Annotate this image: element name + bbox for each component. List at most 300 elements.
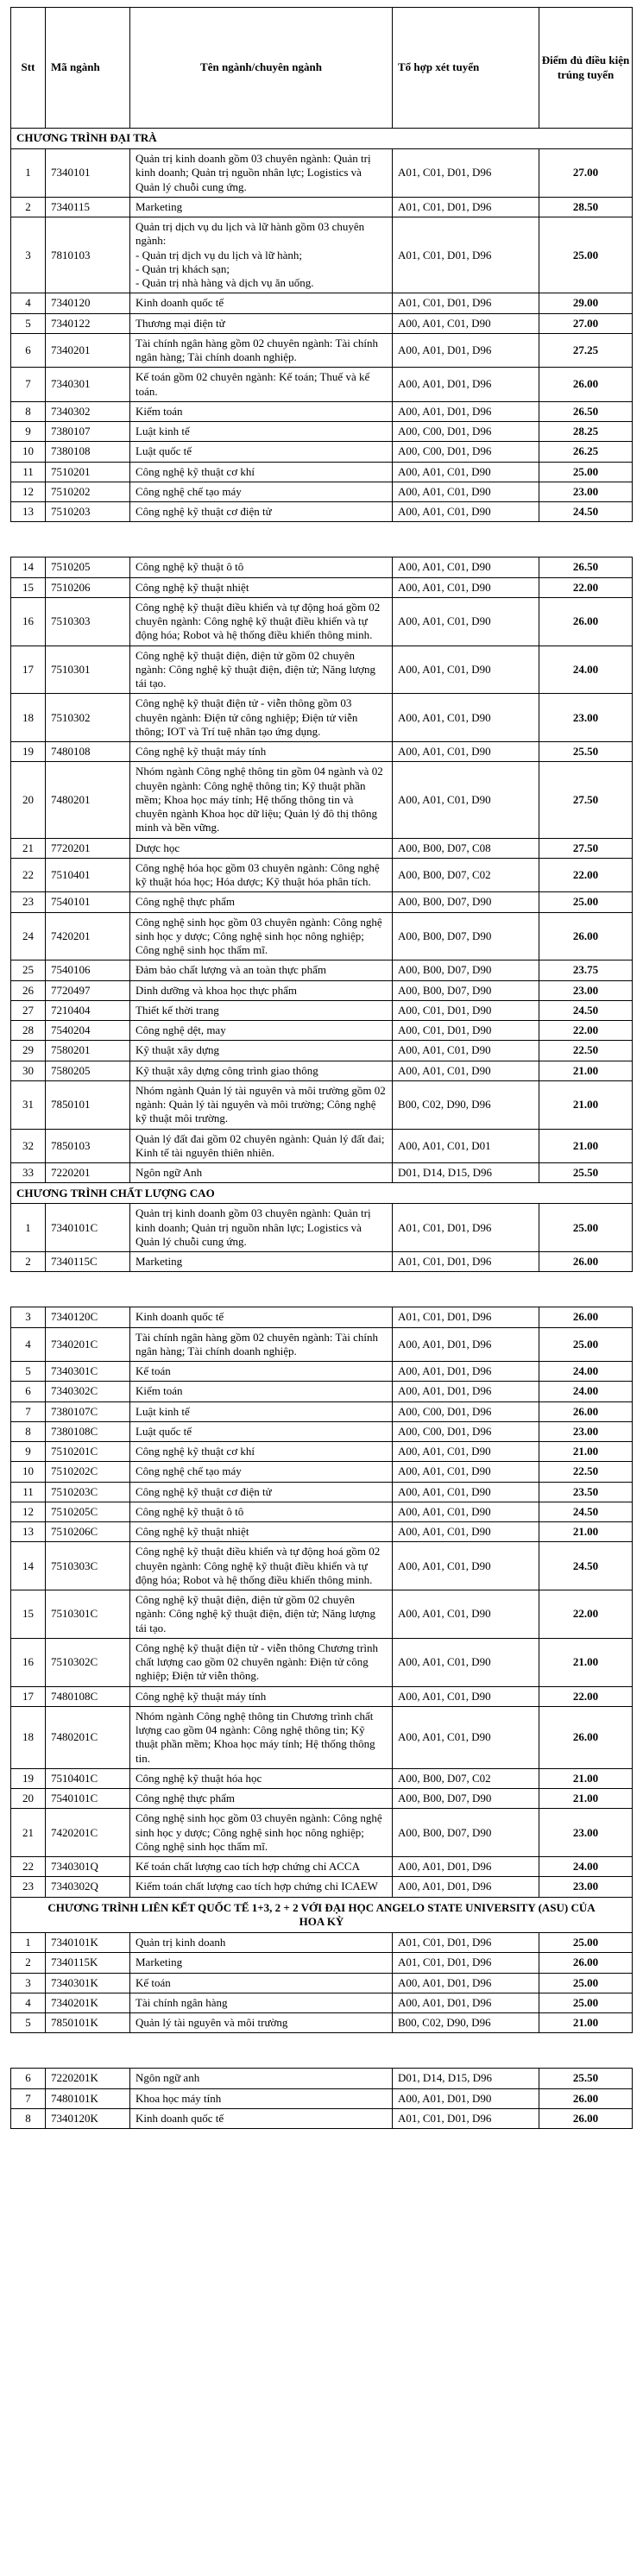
score-cell: 24.00: [539, 1857, 633, 1877]
stt-cell: 15: [11, 577, 46, 597]
stt-cell: 11: [11, 462, 46, 482]
combo-cell: A00, A01, D01, D90: [393, 2088, 539, 2108]
combo-cell: A00, A01, D01, D96: [393, 1362, 539, 1382]
combo-cell: A00, C00, D01, D96: [393, 422, 539, 442]
stt-cell: 3: [11, 1307, 46, 1327]
code-cell: 7340301: [46, 368, 130, 402]
table-row: [11, 2088, 633, 2108]
table-row: [11, 838, 633, 858]
code-cell: 7340301C: [46, 1362, 130, 1382]
table-row: [11, 577, 633, 597]
combo-cell: A00, C01, D01, D90: [393, 1000, 539, 1020]
score-cell: 21.00: [539, 1129, 633, 1163]
table-row: [11, 1877, 633, 1897]
table-row: [11, 742, 633, 762]
code-cell: 7480101K: [46, 2088, 130, 2108]
combo-cell: A00, B00, D07, C02: [393, 1768, 539, 1788]
program-name-cell: Công nghệ thực phẩm: [130, 1789, 393, 1809]
table-row: [11, 1000, 633, 1020]
stt-cell: 27: [11, 1000, 46, 1020]
code-cell: 7380108C: [46, 1421, 130, 1441]
program-name-cell: Công nghệ sinh học gồm 03 chuyên ngành: Công nghệ sinh học y dược; Công nghệ sinh học nông nghiệp; Công nghệ sinh học thẩm mĩ.: [130, 1809, 393, 1857]
program-name-cell: Luật quốc tế: [130, 1421, 393, 1441]
score-cell: 25.00: [539, 217, 633, 293]
code-cell: 7810103: [46, 217, 130, 293]
code-cell: 7510202C: [46, 1462, 130, 1482]
score-cell: 25.00: [539, 1993, 633, 2012]
code-cell: 7540204: [46, 1021, 130, 1041]
combo-cell: A00, A01, C01, D90: [393, 1542, 539, 1590]
score-cell: 22.50: [539, 1462, 633, 1482]
combo-cell: B00, C02, D90, D96: [393, 2013, 539, 2033]
program-name-cell: Công nghệ kỹ thuật ô tô: [130, 557, 393, 577]
header-score: Điểm đủ điều kiện trúng tuyển: [539, 8, 633, 129]
combo-cell: A00, A01, D01, D96: [393, 1327, 539, 1362]
table-row: [11, 1204, 633, 1252]
score-cell: 24.00: [539, 646, 633, 694]
combo-cell: A00, A01, C01, D90: [393, 1522, 539, 1542]
code-cell: 7510206: [46, 577, 130, 597]
program-name-cell: Marketing: [130, 1252, 393, 1272]
stt-cell: 6: [11, 2069, 46, 2088]
score-cell: 21.00: [539, 1768, 633, 1788]
combo-cell: A00, B00, D07, D90: [393, 912, 539, 960]
score-cell: 26.00: [539, 1307, 633, 1327]
table-row: [11, 2108, 633, 2128]
table-row: [11, 912, 633, 960]
code-cell: 7340301K: [46, 1973, 130, 1993]
section-title-international: CHƯƠNG TRÌNH LIÊN KẾT QUỐC TẾ 1+3, 2 + 2 VỚI ĐẠI HỌC ANGELO STATE UNIVERSITY (ASU) CỦA HOA KỲ: [11, 1897, 633, 1933]
score-cell: 25.00: [539, 1933, 633, 1953]
code-cell: 7510203: [46, 502, 130, 522]
stt-cell: 6: [11, 1382, 46, 1401]
table-row: [11, 1686, 633, 1706]
section-row: [11, 129, 633, 149]
stt-cell: 5: [11, 2013, 46, 2033]
program-name-cell: Công nghệ dệt, may: [130, 1021, 393, 1041]
program-name-cell: Công nghệ kỹ thuật điện, điện tử gồm 02 chuyên ngành: Công nghệ kỹ thuật điện, điện tử; Năng lượng tái tạo.: [130, 646, 393, 694]
stt-cell: 6: [11, 333, 46, 368]
combo-cell: A00, C01, D01, D90: [393, 1021, 539, 1041]
combo-cell: A00, B00, D07, C02: [393, 858, 539, 892]
combo-cell: A00, C00, D01, D96: [393, 1401, 539, 1421]
score-cell: 27.00: [539, 313, 633, 333]
program-name-cell: Công nghệ kỹ thuật điện tử - viễn thông gồm 03 chuyên ngành: Điện tử công nghiệp; Điện tử viễn thông; IOT và Trí tuệ nhân tạo ứng dụng.: [130, 694, 393, 742]
table-row: [11, 422, 633, 442]
score-cell: 26.00: [539, 2108, 633, 2128]
program-name-cell: Kinh doanh quốc tế: [130, 1307, 393, 1327]
score-table-part-1: [10, 7, 633, 522]
code-cell: 7340120: [46, 293, 130, 313]
program-name-cell: Công nghệ kỹ thuật cơ điện tử: [130, 502, 393, 522]
table-row: [11, 333, 633, 368]
combo-cell: A01, C01, D01, D96: [393, 293, 539, 313]
program-name-cell: Kế toán: [130, 1973, 393, 1993]
program-name-cell: Công nghệ kỹ thuật điện tử - viễn thông Chương trình chất lượng cao gồm 02 chuyên ngành: Điện tử công nghiệp; Điện tử viễn thông.: [130, 1638, 393, 1686]
combo-cell: A00, B00, D07, C08: [393, 838, 539, 858]
code-cell: 7580205: [46, 1061, 130, 1080]
code-cell: 7340201K: [46, 1993, 130, 2012]
stt-cell: 12: [11, 1502, 46, 1521]
code-cell: 7510303: [46, 597, 130, 646]
program-name-cell: Nhóm ngành Quản lý tài nguyên và môi trường gồm 02 ngành: Quản lý tài nguyên và môi trường; Công nghệ kỹ thuật môi trường.: [130, 1080, 393, 1129]
score-cell: 25.00: [539, 1327, 633, 1362]
score-cell: 24.50: [539, 502, 633, 522]
score-cell: 22.00: [539, 1686, 633, 1706]
combo-cell: A00, A01, C01, D90: [393, 1061, 539, 1080]
program-name-cell: Công nghệ kỹ thuật cơ điện tử: [130, 1482, 393, 1502]
combo-cell: A00, B00, D07, D90: [393, 1809, 539, 1857]
stt-cell: 7: [11, 2088, 46, 2108]
table-row: [11, 1482, 633, 1502]
score-cell: 25.00: [539, 462, 633, 482]
score-cell: 22.50: [539, 1041, 633, 1061]
stt-cell: 24: [11, 912, 46, 960]
score-cell: 22.00: [539, 1021, 633, 1041]
stt-cell: 5: [11, 313, 46, 333]
table-row: [11, 502, 633, 522]
combo-cell: A00, C00, D01, D96: [393, 1421, 539, 1441]
stt-cell: 8: [11, 401, 46, 421]
stt-cell: 11: [11, 1482, 46, 1502]
program-name-cell: Quản trị kinh doanh: [130, 1933, 393, 1953]
score-cell: 21.00: [539, 1061, 633, 1080]
score-cell: 26.00: [539, 912, 633, 960]
program-name-cell: Dược học: [130, 838, 393, 858]
table-row: [11, 482, 633, 501]
score-cell: 26.00: [539, 1706, 633, 1768]
table-row: [11, 1061, 633, 1080]
code-cell: 7510201: [46, 462, 130, 482]
program-name-cell: Công nghệ kỹ thuật điện, điện tử gồm 02 chuyên ngành: Công nghệ kỹ thuật điện, điện tử; Năng lượng tái tạo.: [130, 1590, 393, 1639]
combo-cell: A00, A01, D01, D96: [393, 1382, 539, 1401]
stt-cell: 23: [11, 892, 46, 912]
program-name-cell: Kiểm toán: [130, 401, 393, 421]
program-name-cell: Công nghệ kỹ thuật cơ khí: [130, 1442, 393, 1462]
score-cell: 24.50: [539, 1502, 633, 1521]
code-cell: 7340101: [46, 149, 130, 198]
score-cell: 25.00: [539, 1204, 633, 1252]
table-row: [11, 1421, 633, 1441]
program-name-cell: Quản lý đất đai gồm 02 chuyên ngành: Quản lý đất đai; Kinh tế tài nguyên thiên nhiên.: [130, 1129, 393, 1163]
table-row: [11, 597, 633, 646]
page-gap: [0, 2033, 643, 2068]
table-row: [11, 149, 633, 198]
table-row: [11, 1590, 633, 1639]
program-name-cell: Tài chính ngân hàng gồm 02 chuyên ngành: Tài chính ngân hàng; Tài chính doanh nghiệp.: [130, 1327, 393, 1362]
table-row: [11, 313, 633, 333]
stt-cell: 18: [11, 1706, 46, 1768]
score-cell: 26.00: [539, 597, 633, 646]
header-stt: Stt: [11, 8, 46, 129]
stt-cell: 28: [11, 1021, 46, 1041]
combo-cell: A00, A01, C01, D90: [393, 1041, 539, 1061]
program-name-cell: Dinh dưỡng và khoa học thực phẩm: [130, 980, 393, 1000]
code-cell: 7510401C: [46, 1768, 130, 1788]
score-cell: 28.25: [539, 422, 633, 442]
page-gap: [0, 1272, 643, 1307]
table-row: [11, 442, 633, 462]
score-cell: 26.00: [539, 2088, 633, 2108]
section-title-standard: CHƯƠNG TRÌNH ĐẠI TRÀ: [11, 129, 633, 149]
stt-cell: 29: [11, 1041, 46, 1061]
combo-cell: A00, A01, C01, D90: [393, 1482, 539, 1502]
table-row: [11, 1542, 633, 1590]
combo-cell: A00, A01, C01, D90: [393, 1590, 539, 1639]
code-cell: 7340301Q: [46, 1857, 130, 1877]
program-name-cell: Kiểm toán: [130, 1382, 393, 1401]
combo-cell: A00, A01, C01, D90: [393, 462, 539, 482]
table-row: [11, 1706, 633, 1768]
score-cell: 23.00: [539, 482, 633, 501]
stt-cell: 20: [11, 762, 46, 838]
stt-cell: 30: [11, 1061, 46, 1080]
program-name-cell: Kế toán: [130, 1362, 393, 1382]
table-row: [11, 646, 633, 694]
stt-cell: 21: [11, 1809, 46, 1857]
program-name-cell: Luật quốc tế: [130, 442, 393, 462]
score-cell: 23.00: [539, 1877, 633, 1897]
table-row: [11, 1401, 633, 1421]
score-cell: 21.00: [539, 1522, 633, 1542]
program-name-cell: Quản trị kinh doanh gồm 03 chuyên ngành: Quản trị kinh doanh; Quản trị nguồn nhân lực; Logistics và Quản lý chuỗi cung ứng.: [130, 149, 393, 198]
code-cell: 7510205C: [46, 1502, 130, 1521]
table-row: [11, 694, 633, 742]
stt-cell: 14: [11, 557, 46, 577]
score-cell: 21.00: [539, 1638, 633, 1686]
combo-cell: A00, A01, C01, D90: [393, 597, 539, 646]
combo-cell: A01, C01, D01, D96: [393, 149, 539, 198]
stt-cell: 16: [11, 1638, 46, 1686]
stt-cell: 8: [11, 2108, 46, 2128]
stt-cell: 3: [11, 217, 46, 293]
table-row: [11, 1327, 633, 1362]
code-cell: 7420201C: [46, 1809, 130, 1857]
score-cell: 26.00: [539, 368, 633, 402]
program-name-cell: Quản trị dịch vụ du lịch và lữ hành gồm 03 chuyên ngành: - Quản trị dịch vụ du lịch và lữ hành; - Quản trị khách sạn; - Quản trị nhà hàng và dịch vụ ăn uống.: [130, 217, 393, 293]
stt-cell: 7: [11, 1401, 46, 1421]
stt-cell: 9: [11, 422, 46, 442]
program-name-cell: Tài chính ngân hàng: [130, 1993, 393, 2012]
code-cell: 7510302C: [46, 1638, 130, 1686]
score-cell: 24.00: [539, 1362, 633, 1382]
code-cell: 7340302: [46, 401, 130, 421]
score-cell: 29.00: [539, 293, 633, 313]
combo-cell: A00, B00, D07, D90: [393, 960, 539, 980]
combo-cell: A01, C01, D01, D96: [393, 2108, 539, 2128]
program-name-cell: Marketing: [130, 197, 393, 217]
combo-cell: A00, A01, D01, D96: [393, 1973, 539, 1993]
program-name-cell: Công nghệ kỹ thuật cơ khí: [130, 462, 393, 482]
table-row: [11, 2069, 633, 2088]
score-cell: 27.50: [539, 762, 633, 838]
table-row: [11, 1993, 633, 2012]
code-cell: 7220201K: [46, 2069, 130, 2088]
table-row: [11, 1933, 633, 1953]
stt-cell: 21: [11, 838, 46, 858]
program-name-cell: Công nghệ thực phẩm: [130, 892, 393, 912]
code-cell: 7340115: [46, 197, 130, 217]
table-row: [11, 1522, 633, 1542]
stt-cell: 7: [11, 368, 46, 402]
stt-cell: 1: [11, 1933, 46, 1953]
code-cell: 7510206C: [46, 1522, 130, 1542]
program-name-cell: Kế toán gồm 02 chuyên ngành: Kế toán; Thuế và kế toán.: [130, 368, 393, 402]
code-cell: 7510401: [46, 858, 130, 892]
stt-cell: 3: [11, 1973, 46, 1993]
combo-cell: A00, A01, D01, D96: [393, 1993, 539, 2012]
stt-cell: 19: [11, 1768, 46, 1788]
code-cell: 7540101: [46, 892, 130, 912]
program-name-cell: Công nghệ chế tạo máy: [130, 1462, 393, 1482]
code-cell: 7510301: [46, 646, 130, 694]
program-name-cell: Kế toán chất lượng cao tích hợp chứng chỉ ACCA: [130, 1857, 393, 1877]
program-name-cell: Công nghệ chế tạo máy: [130, 482, 393, 501]
score-cell: 27.25: [539, 333, 633, 368]
score-cell: 21.00: [539, 1080, 633, 1129]
stt-cell: 14: [11, 1542, 46, 1590]
program-name-cell: Luật kinh tế: [130, 422, 393, 442]
code-cell: 7340120C: [46, 1307, 130, 1327]
stt-cell: 23: [11, 1877, 46, 1897]
code-cell: 7720497: [46, 980, 130, 1000]
program-name-cell: Quản trị kinh doanh gồm 03 chuyên ngành: Quản trị kinh doanh; Quản trị nguồn nhân lực; Logistics và Quản lý chuỗi cung ứng.: [130, 1204, 393, 1252]
table-row: [11, 1021, 633, 1041]
stt-cell: 2: [11, 1252, 46, 1272]
code-cell: 7510301C: [46, 1590, 130, 1639]
program-name-cell: Công nghệ kỹ thuật điều khiển và tự động hoá gồm 02 chuyên ngành: Công nghệ kỹ thuật điều khiển và tự động hóa; Robot và hệ thống điều khiển thông minh.: [130, 597, 393, 646]
code-cell: 7220201: [46, 1163, 130, 1183]
stt-cell: 10: [11, 442, 46, 462]
combo-cell: A00, B00, D07, D90: [393, 892, 539, 912]
combo-cell: A01, C01, D01, D96: [393, 217, 539, 293]
score-cell: 24.00: [539, 1382, 633, 1401]
stt-cell: 5: [11, 1362, 46, 1382]
header-code: Mã ngành: [46, 8, 130, 129]
table-row: [11, 1129, 633, 1163]
score-table-part-3: [10, 1307, 633, 2033]
combo-cell: A00, A01, C01, D90: [393, 1442, 539, 1462]
stt-cell: 33: [11, 1163, 46, 1183]
code-cell: 7480201C: [46, 1706, 130, 1768]
stt-cell: 2: [11, 197, 46, 217]
score-cell: 22.00: [539, 577, 633, 597]
code-cell: 7580201: [46, 1041, 130, 1061]
program-name-cell: Công nghệ kỹ thuật ô tô: [130, 1502, 393, 1521]
stt-cell: 17: [11, 646, 46, 694]
stt-cell: 1: [11, 1204, 46, 1252]
table-row: [11, 368, 633, 402]
program-name-cell: Kinh doanh quốc tế: [130, 293, 393, 313]
table-row: [11, 1857, 633, 1877]
combo-cell: A01, C01, D01, D96: [393, 1252, 539, 1272]
combo-cell: A00, A01, C01, D90: [393, 646, 539, 694]
code-cell: 7850101K: [46, 2013, 130, 2033]
combo-cell: A00, A01, C01, D90: [393, 482, 539, 501]
score-cell: 22.00: [539, 858, 633, 892]
table-row: [11, 1973, 633, 1993]
code-cell: 7340101K: [46, 1933, 130, 1953]
stt-cell: 12: [11, 482, 46, 501]
score-cell: 23.75: [539, 960, 633, 980]
header-name: Tên ngành/chuyên ngành: [130, 8, 393, 129]
page-gap: [0, 522, 643, 557]
combo-cell: A00, A01, C01, D90: [393, 1638, 539, 1686]
table-row: [11, 1362, 633, 1382]
combo-cell: A01, C01, D01, D96: [393, 1933, 539, 1953]
table-row: [11, 1163, 633, 1183]
stt-cell: 26: [11, 980, 46, 1000]
program-name-cell: Công nghệ sinh học gồm 03 chuyên ngành: Công nghệ sinh học y dược; Công nghệ sinh học nông nghiệp; Công nghệ sinh học thẩm mĩ.: [130, 912, 393, 960]
program-name-cell: Nhóm ngành Công nghệ thông tin gồm 04 ngành và 02 chuyên ngành: Công nghệ thông tin; Kỹ thuật phần mềm; Khoa học máy tính; Hệ thống thông tin và chuyên ngành Khoa học dữ liệu; Quản lý đô thị thông minh và bền vững.: [130, 762, 393, 838]
stt-cell: 18: [11, 694, 46, 742]
program-name-cell: Ngôn ngữ Anh: [130, 1163, 393, 1183]
score-cell: 25.50: [539, 742, 633, 762]
score-cell: 25.50: [539, 1163, 633, 1183]
table-row: [11, 1638, 633, 1686]
combo-cell: A01, C01, D01, D96: [393, 1307, 539, 1327]
combo-cell: A00, A01, C01, D90: [393, 577, 539, 597]
code-cell: 7540101C: [46, 1789, 130, 1809]
program-name-cell: Công nghệ kỹ thuật máy tính: [130, 742, 393, 762]
program-name-cell: Công nghệ kỹ thuật máy tính: [130, 1686, 393, 1706]
code-cell: 7340302Q: [46, 1877, 130, 1897]
stt-cell: 25: [11, 960, 46, 980]
score-cell: 22.00: [539, 1590, 633, 1639]
stt-cell: 1: [11, 149, 46, 198]
score-cell: 21.00: [539, 1442, 633, 1462]
code-cell: 7510202: [46, 482, 130, 501]
code-cell: 7510303C: [46, 1542, 130, 1590]
code-cell: 7380108: [46, 442, 130, 462]
score-table-part-4: [10, 2068, 633, 2129]
code-cell: 7850101: [46, 1080, 130, 1129]
code-cell: 7480201: [46, 762, 130, 838]
table-row: [11, 858, 633, 892]
code-cell: 7480108: [46, 742, 130, 762]
combo-cell: B00, C02, D90, D96: [393, 1080, 539, 1129]
score-cell: 28.50: [539, 197, 633, 217]
combo-cell: D01, D14, D15, D96: [393, 2069, 539, 2088]
stt-cell: 8: [11, 1421, 46, 1441]
code-cell: 7340101C: [46, 1204, 130, 1252]
table-row: [11, 892, 633, 912]
table-row: [11, 1080, 633, 1129]
section-title-high-quality: CHƯƠNG TRÌNH CHẤT LƯỢNG CAO: [11, 1183, 633, 1204]
code-cell: 7850103: [46, 1129, 130, 1163]
table-row: [11, 762, 633, 838]
program-name-cell: Nhóm ngành Công nghệ thông tin Chương trình chất lượng cao gồm 04 ngành: Công nghệ thông tin; Kỹ thuật phần mềm; Khoa học máy tính; Hệ thống thông tin.: [130, 1706, 393, 1768]
table-row: [11, 1307, 633, 1327]
program-name-cell: Thương mại điện tử: [130, 313, 393, 333]
score-cell: 26.50: [539, 401, 633, 421]
program-name-cell: Công nghệ kỹ thuật nhiệt: [130, 1522, 393, 1542]
code-cell: 7420201: [46, 912, 130, 960]
program-name-cell: Ngôn ngữ anh: [130, 2069, 393, 2088]
score-cell: 23.00: [539, 1809, 633, 1857]
table-row: [11, 462, 633, 482]
program-name-cell: Công nghệ hóa học gồm 03 chuyên ngành: Công nghệ kỹ thuật hóa học; Hóa dược; Kỹ thuật hóa phân tích.: [130, 858, 393, 892]
combo-cell: A00, A01, D01, D96: [393, 401, 539, 421]
code-cell: 7480108C: [46, 1686, 130, 1706]
table-row: [11, 1789, 633, 1809]
stt-cell: 9: [11, 1442, 46, 1462]
program-name-cell: Thiết kế thời trang: [130, 1000, 393, 1020]
combo-cell: A00, A01, D01, D96: [393, 333, 539, 368]
combo-cell: A01, C01, D01, D96: [393, 1204, 539, 1252]
code-cell: 7340201C: [46, 1327, 130, 1362]
score-cell: 21.00: [539, 2013, 633, 2033]
